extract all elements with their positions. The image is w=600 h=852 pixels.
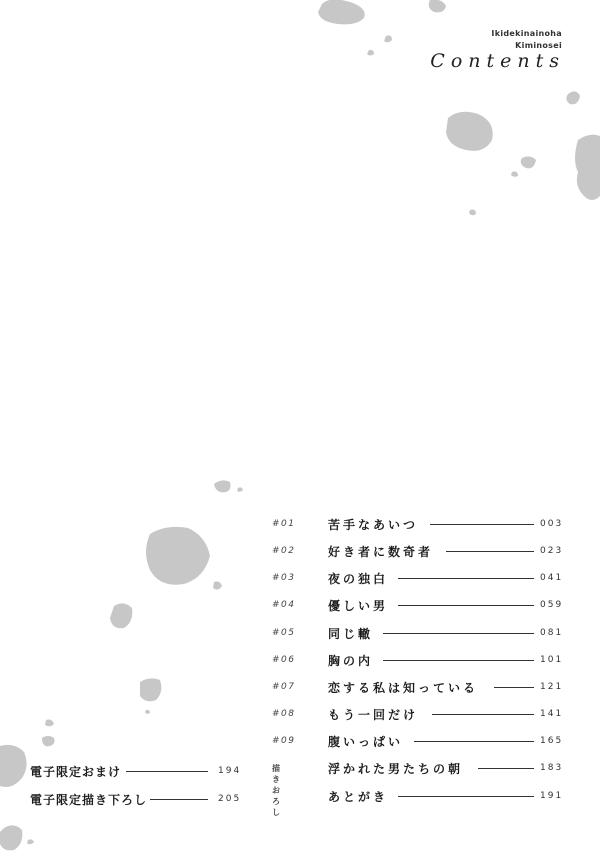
page-number: 191 [540,791,564,801]
chapter-title: もう一回だけ [328,708,419,722]
page-number: 101 [540,655,564,665]
chapter-number: #08 [272,709,296,719]
leader-line [432,714,534,715]
page-number: 121 [540,682,564,692]
leader-line [398,796,534,797]
series-title-line1: Ikidekinainoha [491,29,562,38]
page-number: 141 [540,709,564,719]
chapter-number: #04 [272,600,296,610]
chapter-title: 夜の独白 [328,572,389,586]
chapter-title: あとがき [328,790,389,804]
leader-line [126,771,208,772]
page-number: 023 [540,546,564,556]
leader-line [150,799,208,800]
page-number: 194 [218,766,242,776]
chapter-number: #09 [272,736,296,746]
leader-line [398,605,534,606]
chapter-title: 腹いっぱい [328,735,404,749]
leader-line [383,660,534,661]
chapter-number: #03 [272,573,296,583]
leader-line [446,551,534,552]
chapter-number: #07 [272,682,296,692]
page-number: 041 [540,573,564,583]
leader-line [494,687,534,688]
chapter-number: #06 [272,655,296,665]
page-number: 205 [218,794,242,804]
chapter-title: 浮かれた男たちの朝 [328,762,464,776]
chapter-number: #02 [272,546,296,556]
chapter-title: 好き者に数奇者 [328,545,434,559]
leader-line [398,578,534,579]
chapter-title: 恋する私は知っている [328,681,479,695]
leader-line [414,741,534,742]
chapter-title: 同じ轍 [328,627,374,641]
page-number: 183 [540,763,564,773]
leader-line [478,768,534,769]
leader-line [383,633,534,634]
chapter-number: 描きおろし [272,764,282,817]
page-number: 059 [540,600,564,610]
chapter-number: #05 [272,628,296,638]
chapter-title: 苦手なあいつ [328,518,419,532]
contents-heading: Contents [430,50,565,72]
page-number: 003 [540,519,564,529]
chapter-title: 胸の内 [328,654,374,668]
chapter-title: 優しい男 [328,599,389,613]
bonus-title: 電子限定描き下ろし [30,793,148,807]
chapter-number: #01 [272,519,296,529]
page-number: 081 [540,628,564,638]
bonus-title: 電子限定おまけ [30,765,122,779]
page-number: 165 [540,736,564,746]
series-title-line2: Kiminosei [515,41,562,50]
leader-line [430,524,534,525]
